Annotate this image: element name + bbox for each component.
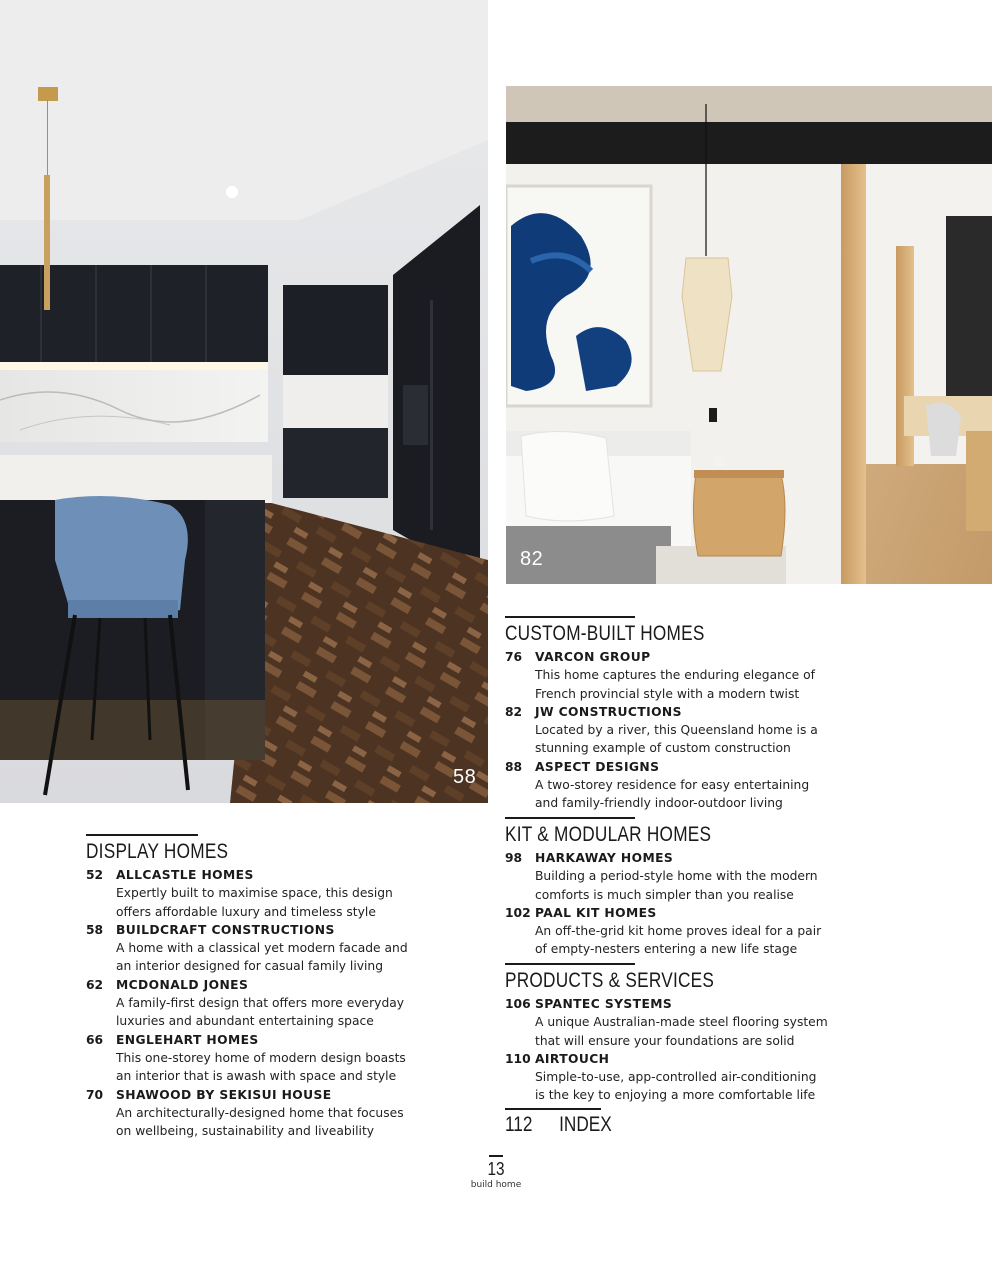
- entry-builder-name: PAAL KIT HOMES: [535, 905, 657, 920]
- folio-magazine-name: build home: [470, 1180, 522, 1190]
- entry-description: Building a period-style home with the modern: [535, 869, 818, 884]
- contents-entry[interactable]: [505, 904, 845, 959]
- entry-description: An off-the-grid kit home proves ideal for a pair: [535, 924, 822, 939]
- entry-page-number: 110: [505, 1051, 531, 1066]
- entry-description: Located by a river, this Queensland home is a: [535, 723, 818, 738]
- entry-page-number: 82: [505, 704, 523, 719]
- folio-rule: [489, 1155, 503, 1157]
- entry-description: Expertly built to maximise space, this design: [116, 886, 393, 901]
- entry-builder-name: AIRTOUCH: [535, 1051, 610, 1066]
- index-entry[interactable]: [505, 1108, 635, 1137]
- entry-description: This home captures the enduring elegance of: [535, 668, 815, 683]
- entry-page-number: 98: [505, 851, 523, 865]
- contents-entry[interactable]: [505, 648, 845, 703]
- entry-builder-name: MCDONALD JONES: [116, 977, 249, 992]
- entry-description: on wellbeing, sustainability and liveability: [116, 1124, 375, 1139]
- entry-builder-name: SPANTEC SYSTEMS: [535, 997, 673, 1011]
- kitchen-page-ref: 58: [453, 766, 477, 788]
- section-rule: [505, 817, 635, 819]
- entry-builder-name: ASPECT DESIGNS: [535, 759, 660, 774]
- entry-builder-name: VARCON GROUP: [535, 650, 651, 664]
- entry-page-number: 70: [86, 1087, 104, 1102]
- entry-description: A home with a classical yet modern facade and: [116, 941, 408, 956]
- contents-entry[interactable]: [505, 758, 845, 813]
- section-title: CUSTOM-BUILT HOMES: [505, 622, 705, 645]
- kitchen-illustration: [0, 0, 488, 803]
- entry-page-number: 62: [86, 977, 104, 992]
- entry-page-number: 58: [86, 922, 104, 937]
- kitchen-photo: [0, 0, 488, 803]
- entry-description: luxuries and abundant entertaining space: [116, 1014, 374, 1029]
- contents-entry[interactable]: [86, 866, 426, 921]
- entry-description: that will ensure your foundations are solid: [535, 1033, 795, 1048]
- contents-entry[interactable]: [86, 921, 426, 976]
- section-rule: [505, 963, 635, 965]
- index-page-number: 112: [505, 1113, 533, 1136]
- page-folio: [446, 1155, 546, 1191]
- entry-builder-name: ALLCASTLE HOMES: [116, 868, 254, 882]
- entry-description: French provincial style with a modern twist: [535, 686, 800, 701]
- entry-description: an interior designed for casual family living: [116, 959, 384, 974]
- section-title: KIT & MODULAR HOMES: [505, 823, 712, 846]
- entry-description: stunning example of custom construction: [535, 741, 791, 756]
- entry-page-number: 102: [505, 905, 531, 920]
- section-rule: [505, 616, 635, 618]
- entry-description: This one-storey home of modern design boasts: [116, 1050, 406, 1065]
- entry-description: A family-first design that offers more everyday: [116, 996, 405, 1011]
- contents-entry[interactable]: [86, 976, 426, 1031]
- section-display-homes: [86, 834, 426, 1140]
- entry-page-number: 76: [505, 650, 523, 664]
- contents-entry[interactable]: [505, 703, 845, 758]
- entry-builder-name: BUILDCRAFT CONSTRUCTIONS: [116, 922, 335, 937]
- contents-entry[interactable]: [505, 1050, 845, 1105]
- folio-page-number: 13: [487, 1159, 505, 1179]
- section-title: DISPLAY HOMES: [86, 840, 229, 863]
- entry-page-number: 88: [505, 759, 523, 774]
- entry-description: offers affordable luxury and timeless style: [116, 904, 376, 919]
- section-custom-built: [505, 616, 845, 813]
- section-rule: [86, 834, 198, 836]
- contents-entry[interactable]: [505, 995, 845, 1050]
- entry-builder-name: ENGLEHART HOMES: [116, 1032, 259, 1047]
- entry-builder-name: SHAWOOD BY SEKISUI HOUSE: [116, 1087, 332, 1102]
- entry-builder-name: HARKAWAY HOMES: [535, 851, 674, 865]
- entry-description: comforts is much simpler than you realise: [535, 887, 794, 902]
- index-label: INDEX: [559, 1113, 612, 1136]
- bedroom-page-ref: 82: [520, 548, 544, 570]
- section-kit-modular: [505, 817, 845, 959]
- section-rule: [505, 1108, 601, 1110]
- entry-description: Simple-to-use, app-controlled air-conditioning: [535, 1070, 817, 1085]
- section-title: PRODUCTS & SERVICES: [505, 969, 715, 992]
- entry-description: and family-friendly indoor-outdoor living: [535, 796, 783, 811]
- entry-page-number: 52: [86, 868, 104, 882]
- contents-entry[interactable]: [86, 1086, 426, 1141]
- entry-builder-name: JW CONSTRUCTIONS: [535, 704, 682, 719]
- entry-description: A unique Australian-made steel flooring system: [535, 1015, 828, 1030]
- entry-description: an interior that is awash with space and style: [116, 1069, 397, 1084]
- entry-description: An architecturally-designed home that focuses: [116, 1105, 404, 1120]
- bedroom-illustration: [506, 86, 992, 584]
- entry-description: is the key to enjoying a more comfortable life: [535, 1088, 816, 1103]
- entry-description: of empty-nesters entering a new life stage: [535, 942, 798, 957]
- entry-page-number: 66: [86, 1032, 104, 1047]
- contents-entry[interactable]: [86, 1031, 426, 1086]
- entry-description: A two-storey residence for easy entertaining: [535, 778, 810, 793]
- entry-page-number: 106: [505, 997, 531, 1011]
- section-products-services: [505, 963, 845, 1105]
- contents-entry[interactable]: [505, 849, 845, 904]
- bedroom-photo: [506, 86, 992, 584]
